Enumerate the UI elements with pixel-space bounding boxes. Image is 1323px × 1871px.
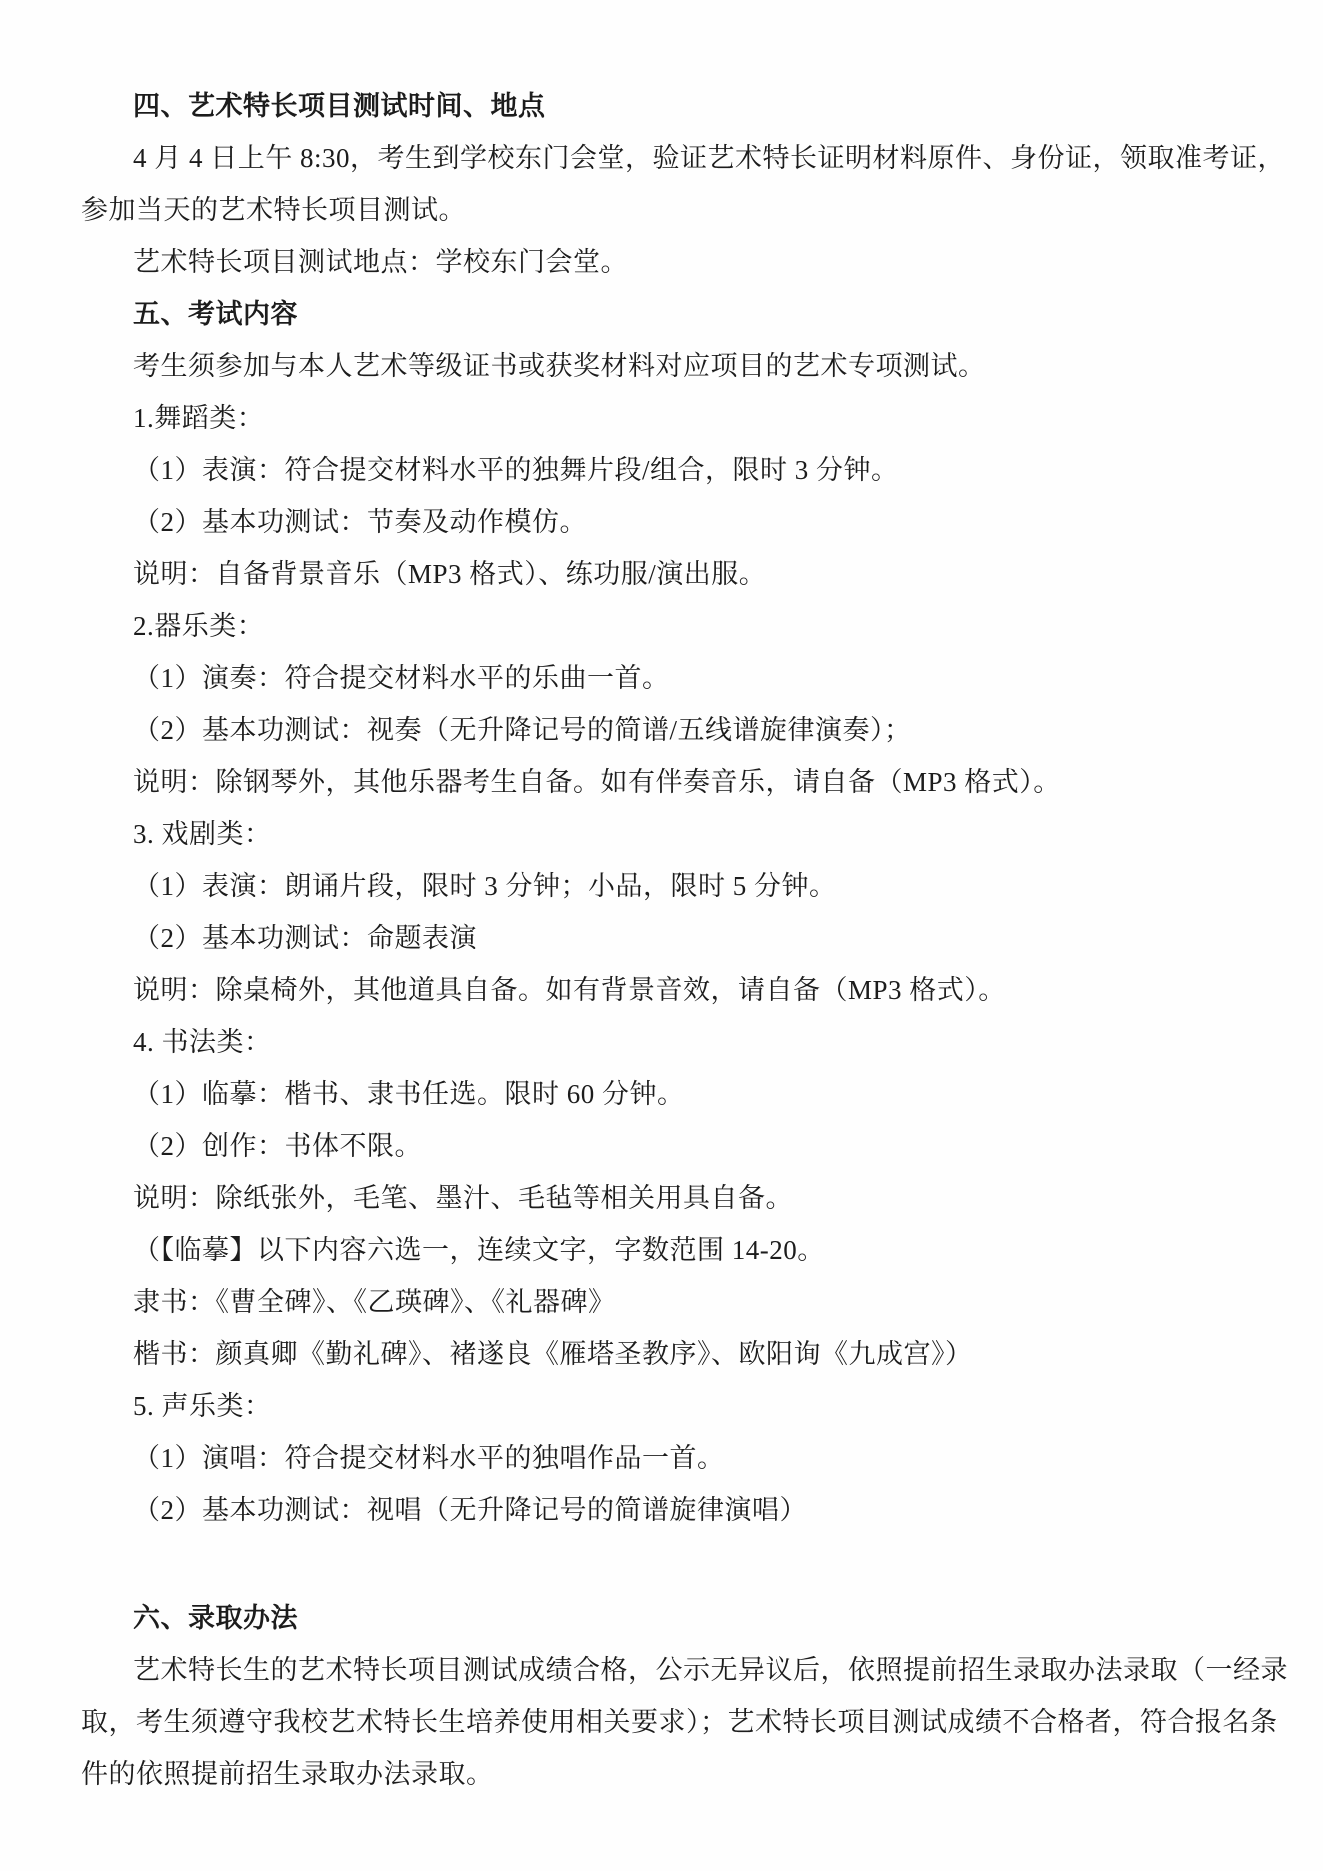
doc-line: （1）演唱：符合提交材料水平的独唱作品一首。 bbox=[133, 1443, 725, 1473]
doc-line: （2）基本功测试：视唱（无升降记号的简谱旋律演唱） bbox=[133, 1495, 807, 1525]
doc-line: 取，考生须遵守我校艺术特长生培养使用相关要求）；艺术特长项目测试成绩不合格者，符合报名条 bbox=[81, 1707, 1278, 1737]
doc-line: 5. 声乐类： bbox=[133, 1391, 272, 1421]
section-heading-6: 六、录取办法 bbox=[133, 1603, 298, 1633]
doc-line: 说明：除钢琴外，其他乐器考生自备。如有伴奏音乐，请自备（MP3 格式）。 bbox=[133, 767, 1061, 797]
doc-line: 艺术特长生的艺术特长项目测试成绩合格，公示无异议后，依照提前招生录取办法录取（一经录 bbox=[133, 1655, 1288, 1685]
doc-line: （1）演奏：符合提交材料水平的乐曲一首。 bbox=[133, 663, 670, 693]
doc-line: 艺术特长项目测试地点：学校东门会堂。 bbox=[133, 247, 628, 277]
doc-line: （2）创作：书体不限。 bbox=[133, 1131, 422, 1161]
doc-line: 件的依照提前招生录取办法录取。 bbox=[81, 1759, 494, 1789]
doc-line: （1）表演：符合提交材料水平的独舞片段/组合，限时 3 分钟。 bbox=[133, 455, 899, 485]
doc-line: 说明：自备背景音乐（MP3 格式）、练功服/演出服。 bbox=[133, 559, 767, 589]
doc-line: 隶书：《曹全碑》、《乙瑛碑》、《礼器碑》 bbox=[133, 1287, 616, 1317]
doc-line: （1）表演：朗诵片段，限时 3 分钟；小品，限时 5 分钟。 bbox=[133, 871, 837, 901]
doc-line: （1）临摹：楷书、隶书任选。限时 60 分钟。 bbox=[133, 1079, 685, 1109]
doc-line: （【临摹】以下内容六选一，连续文字，字数范围 14-20。 bbox=[133, 1235, 825, 1265]
section-heading-5: 五、考试内容 bbox=[133, 299, 298, 329]
doc-line: 楷书：颜真卿《勤礼碑》、褚遂良《雁塔圣教序》、欧阳询《九成宫》） bbox=[133, 1339, 973, 1369]
doc-line: 4 月 4 日上午 8:30，考生到学校东门会堂，验证艺术特长证明材料原件、身份证，领取准考证， bbox=[133, 143, 1285, 173]
section-heading-4: 四、艺术特长项目测试时间、地点 bbox=[133, 91, 546, 121]
doc-line: 说明：除纸张外，毛笔、墨汁、毛毡等相关用具自备。 bbox=[133, 1183, 793, 1213]
doc-line: （2）基本功测试：视奏（无升降记号的简谱/五线谱旋律演奏）； bbox=[133, 715, 912, 745]
doc-line: 2.器乐类： bbox=[133, 611, 265, 641]
doc-line: 参加当天的艺术特长项目测试。 bbox=[81, 195, 466, 225]
doc-line: （2）基本功测试：命题表演 bbox=[133, 923, 477, 953]
doc-line: （2）基本功测试：节奏及动作模仿。 bbox=[133, 507, 587, 537]
doc-line: 3. 戏剧类： bbox=[133, 819, 272, 849]
doc-line: 考生须参加与本人艺术等级证书或获奖材料对应项目的艺术专项测试。 bbox=[133, 351, 986, 381]
doc-line: 1.舞蹈类： bbox=[133, 403, 265, 433]
doc-line: 说明：除桌椅外，其他道具自备。如有背景音效，请自备（MP3 格式）。 bbox=[133, 975, 1006, 1005]
doc-line: 4. 书法类： bbox=[133, 1027, 272, 1057]
paragraph-spacer bbox=[81, 1536, 1283, 1592]
